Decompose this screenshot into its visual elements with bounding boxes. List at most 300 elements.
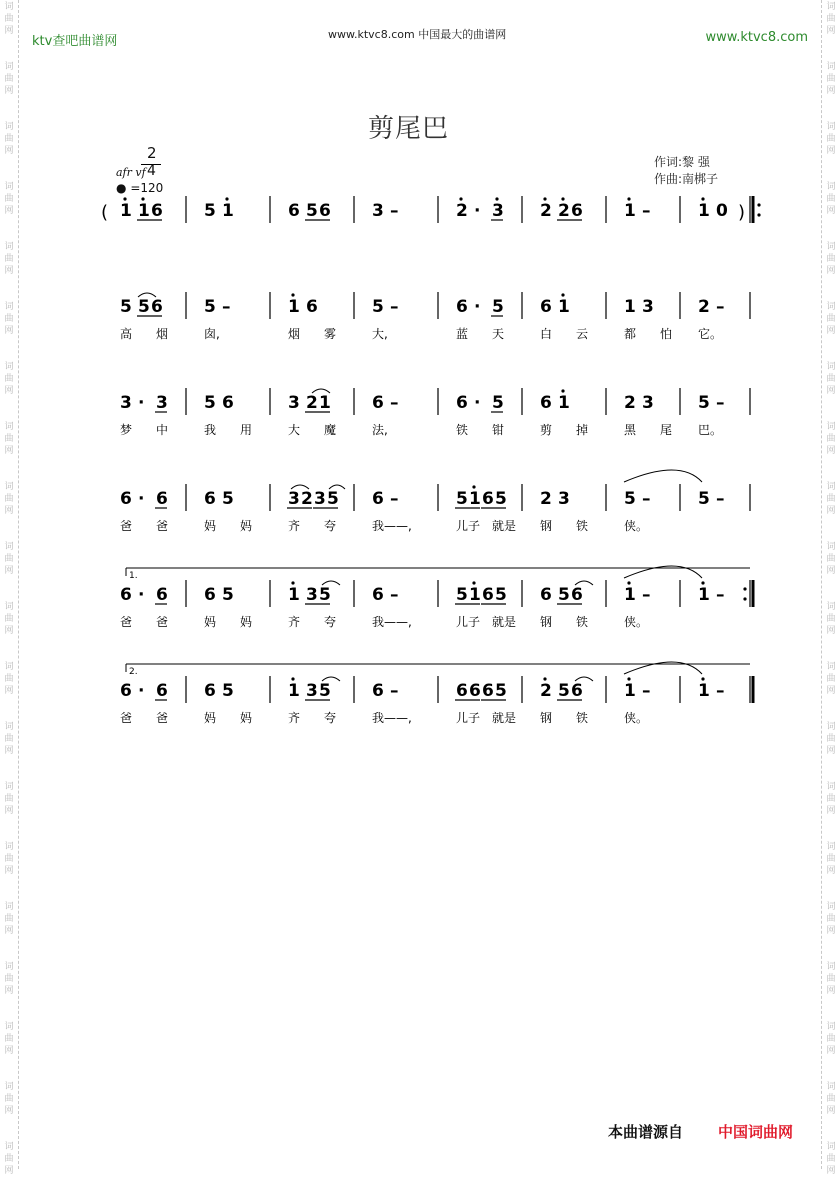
note: – xyxy=(716,681,725,701)
note: 6 xyxy=(120,681,132,701)
lyric-syllable: 爸 xyxy=(120,615,133,629)
watermark-char: 曲 xyxy=(826,614,836,624)
watermark-char: 网 xyxy=(4,1106,14,1116)
watermark-char: 词 xyxy=(826,1022,836,1032)
note: · xyxy=(474,393,481,413)
watermark-char: 词 xyxy=(4,662,14,672)
lyric-syllable: 妈 xyxy=(204,711,217,725)
watermark-char: 曲 xyxy=(4,194,14,204)
watermark-char: 词 xyxy=(826,362,836,372)
note: 1 xyxy=(288,585,300,605)
note: 6 xyxy=(372,393,384,413)
note: 1 xyxy=(288,297,300,317)
note: 3 xyxy=(288,393,300,413)
watermark-char: 网 xyxy=(4,326,14,336)
repeat-dot xyxy=(743,587,746,590)
watermark-char: 网 xyxy=(826,926,836,936)
lyric-syllable: 尾 xyxy=(660,423,673,437)
high-octave-dot xyxy=(291,581,294,584)
watermark-char: 网 xyxy=(826,386,836,396)
note: 6 xyxy=(540,393,552,413)
note: 3 xyxy=(492,201,504,221)
watermark-char: 曲 xyxy=(4,734,14,744)
note: 5 xyxy=(204,297,216,317)
watermark-char: 网 xyxy=(826,446,836,456)
note: 1 xyxy=(698,201,710,221)
lyric-syllable: 妈 xyxy=(240,519,253,533)
watermark-char: 曲 xyxy=(826,1154,836,1164)
note: · xyxy=(474,201,481,221)
note: 5 xyxy=(558,585,570,605)
note: 2 xyxy=(624,393,636,413)
note: 6 xyxy=(306,297,318,317)
note: – xyxy=(390,585,399,605)
lyric-syllable: 雾 xyxy=(324,327,337,341)
note: 5 xyxy=(456,585,468,605)
lyric-syllable: 云 xyxy=(576,327,589,341)
lyric-syllable: 侠。 xyxy=(624,615,649,629)
lyric-syllable: 夸 xyxy=(324,615,337,629)
watermark-char: 网 xyxy=(826,986,836,996)
note: 5 xyxy=(306,201,318,221)
watermark-char: 网 xyxy=(4,1166,14,1176)
note: 2 xyxy=(698,297,710,317)
watermark-char: 曲 xyxy=(826,734,836,744)
note: – xyxy=(716,585,725,605)
note: 6 xyxy=(120,489,132,509)
note: 1 xyxy=(624,585,636,605)
watermark-char: 网 xyxy=(826,146,836,156)
note: 6 xyxy=(469,681,481,701)
note: 6 xyxy=(456,393,468,413)
note: 3 xyxy=(642,393,654,413)
lyric-syllable: 就是 xyxy=(492,711,517,725)
watermark-char: 曲 xyxy=(826,14,836,24)
watermark-char: 词 xyxy=(826,302,836,312)
key-signature: afr vf xyxy=(116,166,146,179)
high-octave-dot xyxy=(561,389,564,392)
tie-arc xyxy=(624,470,702,482)
time-signature-bottom: 4 xyxy=(147,163,156,179)
note: 6 xyxy=(288,201,300,221)
slur-arc xyxy=(138,293,156,297)
watermark-char: 词 xyxy=(4,422,14,432)
watermark-char: 词 xyxy=(4,962,14,972)
watermark-char: 曲 xyxy=(4,554,14,564)
watermark-char: 词 xyxy=(826,902,836,912)
footer-source-site[interactable]: 中国词曲网 xyxy=(718,1123,794,1141)
watermark-char: 曲 xyxy=(4,254,14,264)
header-site-url[interactable]: www.ktvc8.com xyxy=(705,30,808,45)
note: 6 xyxy=(372,489,384,509)
watermark-char: 网 xyxy=(4,626,14,636)
lyric-syllable: 剪 xyxy=(540,423,553,437)
watermark-char: 网 xyxy=(4,446,14,456)
note: 5 xyxy=(495,681,507,701)
lyric-syllable: 白 xyxy=(540,327,553,341)
note: – xyxy=(642,201,651,221)
watermark-char: 曲 xyxy=(4,674,14,684)
watermark-char: 曲 xyxy=(826,554,836,564)
note: – xyxy=(716,489,725,509)
lyric-syllable: 大 xyxy=(288,423,301,437)
note: 1 xyxy=(558,393,570,413)
volta-label: 1. xyxy=(129,571,138,581)
lyric-syllable: 我 xyxy=(204,423,217,437)
song-title: 剪尾巴 xyxy=(368,114,450,144)
note: 6 xyxy=(204,585,216,605)
lyric-syllable: 爸 xyxy=(120,711,133,725)
watermark-char: 网 xyxy=(826,1046,836,1056)
note: 2 xyxy=(301,489,313,509)
high-octave-dot xyxy=(141,197,144,200)
watermark-char: 曲 xyxy=(4,434,14,444)
watermark-char: 曲 xyxy=(4,974,14,984)
lyric-syllable: 铁 xyxy=(576,615,589,629)
note: 5 xyxy=(492,297,504,317)
note: 6 xyxy=(151,201,163,221)
watermark-char: 曲 xyxy=(4,374,14,384)
lyric-syllable: 爸 xyxy=(156,711,169,725)
watermark-char: 曲 xyxy=(826,494,836,504)
note: 5 xyxy=(222,585,234,605)
watermark-char: 词 xyxy=(826,122,836,132)
watermark-char: 网 xyxy=(4,806,14,816)
lyric-syllable: 齐 xyxy=(288,519,301,533)
lyric-syllable: 就是 xyxy=(492,615,517,629)
lyric-syllable: 魔 xyxy=(324,423,337,437)
note: 1 xyxy=(222,201,234,221)
watermark-char: 词 xyxy=(4,902,14,912)
watermark-char: 网 xyxy=(826,266,836,276)
note: 5 xyxy=(222,489,234,509)
note: 3 xyxy=(288,489,300,509)
watermark-char: 曲 xyxy=(4,134,14,144)
lyric-syllable: 我——, xyxy=(372,615,412,629)
watermark-char: 网 xyxy=(4,506,14,516)
lyric-syllable: 它。 xyxy=(698,327,723,341)
lyric-syllable: 法, xyxy=(372,423,388,437)
note: 6 xyxy=(222,393,234,413)
high-octave-dot xyxy=(291,677,294,680)
watermark-char: 词 xyxy=(826,782,836,792)
watermark-char: 词 xyxy=(4,782,14,792)
note: · xyxy=(138,681,145,701)
note: 6 xyxy=(204,489,216,509)
note: 5 xyxy=(624,489,636,509)
watermark-char: 词 xyxy=(826,482,836,492)
slur-arc xyxy=(575,677,593,681)
watermark-char: 曲 xyxy=(826,914,836,924)
watermark-char: 网 xyxy=(826,26,836,36)
watermark-char: 网 xyxy=(4,146,14,156)
note: 6 xyxy=(540,585,552,605)
watermark-char: 网 xyxy=(826,1106,836,1116)
watermark-char: 曲 xyxy=(826,314,836,324)
note: – xyxy=(390,681,399,701)
watermark-char: 曲 xyxy=(826,74,836,84)
watermark-char: 词 xyxy=(826,962,836,972)
note: 3 xyxy=(306,681,318,701)
watermark-char: 网 xyxy=(4,986,14,996)
watermark-char: 曲 xyxy=(826,134,836,144)
note: 3 xyxy=(642,297,654,317)
watermark-char: 词 xyxy=(4,602,14,612)
lyric-syllable: 铁 xyxy=(576,711,589,725)
slur-arc xyxy=(322,581,340,585)
high-octave-dot xyxy=(459,197,462,200)
watermark-char: 曲 xyxy=(4,914,14,924)
note: 1 xyxy=(288,681,300,701)
note: 5 xyxy=(495,585,507,605)
watermark-char: 曲 xyxy=(826,674,836,684)
watermark-char: 词 xyxy=(826,62,836,72)
lyric-syllable: 爸 xyxy=(120,519,133,533)
lyric-syllable: 妈 xyxy=(204,615,217,629)
lyric-syllable: 都 xyxy=(624,327,637,341)
note: – xyxy=(390,297,399,317)
watermark-char: 词 xyxy=(826,2,836,12)
watermark-char: 曲 xyxy=(4,1094,14,1104)
watermark-char: 网 xyxy=(826,866,836,876)
watermark-char: 词 xyxy=(4,62,14,72)
watermark-char: 词 xyxy=(4,122,14,132)
watermark-char: 词 xyxy=(826,662,836,672)
lyric-syllable: 铁 xyxy=(456,423,469,437)
watermark-char: 词 xyxy=(4,1082,14,1092)
watermark-char: 曲 xyxy=(4,614,14,624)
lyricist-credit: 作词:黎 强 xyxy=(654,155,710,169)
lyric-syllable: 铁 xyxy=(576,519,589,533)
high-octave-dot xyxy=(627,197,630,200)
note: 1 xyxy=(624,201,636,221)
note: – xyxy=(716,393,725,413)
watermark-char: 词 xyxy=(826,602,836,612)
lyric-syllable: 钢 xyxy=(540,615,553,629)
watermark-char: 词 xyxy=(826,1082,836,1092)
lyric-syllable: 钢 xyxy=(540,519,553,533)
note: 3 xyxy=(120,393,132,413)
note: 5 xyxy=(558,681,570,701)
lyric-syllable: 侠。 xyxy=(624,711,649,725)
header-site-tagline: www.ktvc8.com 中国最大的曲谱网 xyxy=(328,28,507,41)
lyric-syllable: 儿子 xyxy=(456,615,481,629)
note: 6 xyxy=(319,201,331,221)
lyric-syllable: 烟 xyxy=(288,327,301,341)
tempo-value: =120 xyxy=(130,181,164,195)
watermark-char: 词 xyxy=(826,182,836,192)
note: 1 xyxy=(698,681,710,701)
watermark-char: 网 xyxy=(826,1166,836,1176)
watermark-char: 词 xyxy=(4,722,14,732)
lyric-syllable: 夸 xyxy=(324,711,337,725)
lyric-syllable: 我——, xyxy=(372,519,412,533)
note: 3 xyxy=(306,585,318,605)
watermark-char: 网 xyxy=(826,746,836,756)
left-watermark-strip xyxy=(0,0,19,1176)
slur-arc xyxy=(312,389,330,393)
watermark-char: 词 xyxy=(4,482,14,492)
slur-arc xyxy=(291,485,309,489)
note: 6 xyxy=(204,681,216,701)
watermark-char: 网 xyxy=(826,86,836,96)
lyric-syllable: 梦 xyxy=(120,423,133,437)
watermark-char: 词 xyxy=(4,362,14,372)
intro-paren-left: ( xyxy=(101,202,109,223)
lyric-syllable: 齐 xyxy=(288,615,301,629)
watermark-char: 曲 xyxy=(4,1154,14,1164)
note: 1 xyxy=(138,201,150,221)
lyric-syllable: 怕 xyxy=(660,327,673,341)
lyric-syllable: 儿子 xyxy=(456,711,481,725)
lyric-syllable: 儿子 xyxy=(456,519,481,533)
note: 6 xyxy=(151,297,163,317)
lyric-syllable: 爸 xyxy=(156,519,169,533)
watermark-char: 曲 xyxy=(4,74,14,84)
high-octave-dot xyxy=(123,197,126,200)
note: 2 xyxy=(540,489,552,509)
watermark-char: 词 xyxy=(826,722,836,732)
note: 0 xyxy=(716,201,728,221)
note: 3 xyxy=(156,393,168,413)
watermark-char: 曲 xyxy=(826,374,836,384)
note: 5 xyxy=(222,681,234,701)
note: 5 xyxy=(327,489,339,509)
note: – xyxy=(716,297,725,317)
note: 5 xyxy=(456,489,468,509)
watermark-char: 词 xyxy=(826,422,836,432)
watermark-char: 曲 xyxy=(826,974,836,984)
note: 6 xyxy=(372,681,384,701)
lyric-syllable: 钢 xyxy=(540,711,553,725)
note: 5 xyxy=(120,297,132,317)
high-octave-dot xyxy=(472,485,475,488)
note: 6 xyxy=(456,297,468,317)
note: – xyxy=(390,489,399,509)
note: 2 xyxy=(540,681,552,701)
watermark-char: 网 xyxy=(826,326,836,336)
watermark-char: 曲 xyxy=(4,794,14,804)
watermark-char: 网 xyxy=(826,506,836,516)
note: 5 xyxy=(698,393,710,413)
high-octave-dot xyxy=(701,677,704,680)
note: 2 xyxy=(456,201,468,221)
note: 6 xyxy=(482,681,494,701)
note: 1 xyxy=(120,201,132,221)
high-octave-dot xyxy=(627,581,630,584)
note: 5 xyxy=(492,393,504,413)
note: 6 xyxy=(571,681,583,701)
watermark-char: 词 xyxy=(4,182,14,192)
note: 6 xyxy=(482,585,494,605)
note: – xyxy=(222,297,231,317)
note: 3 xyxy=(558,489,570,509)
lyric-syllable: 我——, xyxy=(372,711,412,725)
tie-arc xyxy=(624,566,702,578)
watermark-char: 网 xyxy=(826,206,836,216)
composer-credit: 作曲:南梆子 xyxy=(654,172,719,186)
note: 1 xyxy=(558,297,570,317)
watermark-char: 网 xyxy=(4,86,14,96)
lyric-syllable: 妈 xyxy=(204,519,217,533)
note: 6 xyxy=(571,585,583,605)
watermark-char: 词 xyxy=(4,2,14,12)
note: · xyxy=(138,489,145,509)
watermark-char: 曲 xyxy=(826,794,836,804)
note: 1 xyxy=(624,297,636,317)
watermark-char: 词 xyxy=(4,1022,14,1032)
high-octave-dot xyxy=(561,197,564,200)
high-octave-dot xyxy=(291,293,294,296)
tempo-marking xyxy=(116,181,163,195)
time-signature-top: 2 xyxy=(147,144,157,162)
high-octave-dot xyxy=(701,197,704,200)
note: 5 xyxy=(204,393,216,413)
watermark-char: 词 xyxy=(826,842,836,852)
watermark-char: 网 xyxy=(4,926,14,936)
note: 6 xyxy=(156,585,168,605)
slur-arc xyxy=(575,581,593,585)
watermark-char: 网 xyxy=(4,566,14,576)
intro-paren-right: ) xyxy=(738,202,746,223)
watermark-char: 词 xyxy=(826,242,836,252)
watermark-char: 曲 xyxy=(4,14,14,24)
watermark-char: 网 xyxy=(4,26,14,36)
watermark-char: 网 xyxy=(4,686,14,696)
watermark-char: 曲 xyxy=(4,314,14,324)
high-octave-dot xyxy=(701,581,704,584)
note: 6 xyxy=(540,297,552,317)
high-octave-dot xyxy=(225,197,228,200)
note: 2 xyxy=(540,201,552,221)
lyric-syllable: 就是 xyxy=(492,519,517,533)
note: 1 xyxy=(624,681,636,701)
note: – xyxy=(642,489,651,509)
watermark-char: 曲 xyxy=(4,1034,14,1044)
watermark-char: 词 xyxy=(4,302,14,312)
note: 5 xyxy=(495,489,507,509)
watermark-char: 曲 xyxy=(4,494,14,504)
note: 6 xyxy=(456,681,468,701)
lyric-syllable: 侠。 xyxy=(624,519,649,533)
note: 5 xyxy=(138,297,150,317)
watermark-char: 曲 xyxy=(826,1034,836,1044)
lyric-syllable: 爸 xyxy=(156,615,169,629)
lyric-syllable: 齐 xyxy=(288,711,301,725)
watermark-char: 网 xyxy=(4,866,14,876)
note: 6 xyxy=(156,681,168,701)
note: 6 xyxy=(156,489,168,509)
watermark-char: 网 xyxy=(4,1046,14,1056)
lyric-syllable: 囱, xyxy=(204,327,220,341)
note: 1 xyxy=(698,585,710,605)
watermark-char: 曲 xyxy=(4,854,14,864)
lyric-syllable: 钳 xyxy=(492,423,505,437)
repeat-dot xyxy=(757,203,760,206)
tie-arc xyxy=(624,662,702,674)
note: 6 xyxy=(482,489,494,509)
high-octave-dot xyxy=(543,197,546,200)
lyric-syllable: 天 xyxy=(492,327,505,341)
note: 3 xyxy=(314,489,326,509)
high-octave-dot xyxy=(543,677,546,680)
note: · xyxy=(138,393,145,413)
lyric-syllable: 妈 xyxy=(240,711,253,725)
note: 6 xyxy=(120,585,132,605)
watermark-char: 曲 xyxy=(826,434,836,444)
watermark-char: 词 xyxy=(4,1142,14,1152)
high-octave-dot xyxy=(472,581,475,584)
